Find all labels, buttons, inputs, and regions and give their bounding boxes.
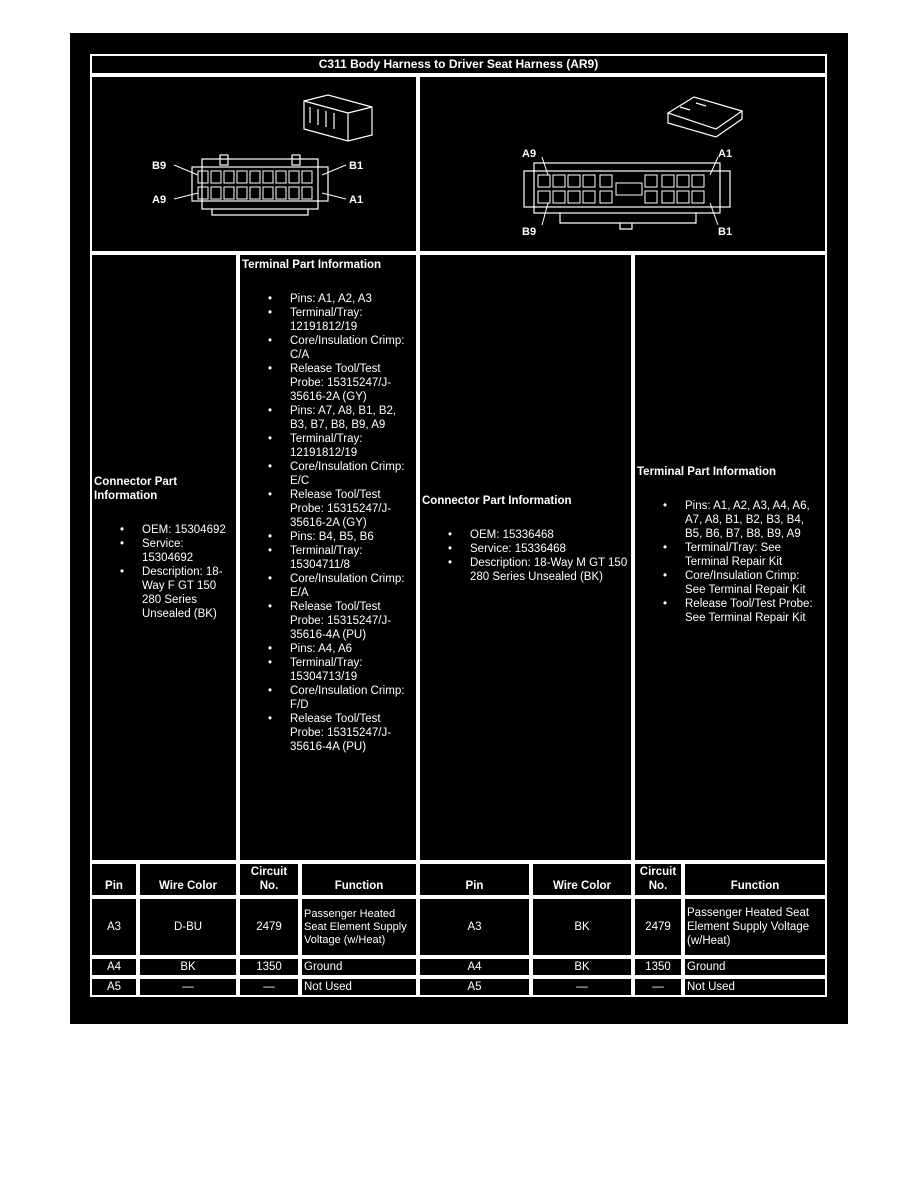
table-cell: Ground — [683, 957, 827, 977]
list-item: • Terminal/Tray: See Terminal Repair Kit — [637, 541, 823, 569]
list-item: • Description: 18-Way M GT 150 280 Series Unsealed (BK) — [422, 556, 629, 584]
col-header-pin: Pin — [90, 862, 138, 897]
pin-label-b1: B1 — [349, 160, 364, 172]
col-header-function: Function — [300, 862, 418, 897]
connector-drawing-right — [420, 77, 825, 251]
table-cell: A3 — [90, 897, 138, 957]
list-item: • Pins: A7, A8, B1, B2, B3, B7, B8, B9, A9 — [242, 404, 414, 432]
col-header-circuit: Circuit No. — [238, 862, 300, 897]
table-cell: 1350 — [238, 957, 300, 977]
list-item: • Release Tool/Test Probe: 15315247/J-35616-2A (GY) — [242, 362, 414, 404]
pin-label-b9: B9 — [522, 226, 537, 238]
left-connector-info — [90, 253, 238, 862]
terminal-group — [242, 530, 414, 642]
connector-figure-left — [90, 75, 418, 253]
table-cell: 1350 — [633, 957, 683, 977]
list-item: • OEM: 15336468 — [422, 528, 629, 542]
terminal-group — [242, 292, 414, 404]
list-item: • Release Tool/Test Probe: See Terminal Repair Kit — [637, 597, 823, 625]
table-cell: BK — [138, 957, 238, 977]
list-item: • Service: 15304692 — [94, 537, 234, 565]
right-terminal-heading: Terminal Part Information — [637, 466, 777, 478]
col-header-function: Function — [683, 862, 827, 897]
list-item: • Terminal/Tray: 15304713/19 — [242, 656, 414, 684]
list-item: • Terminal/Tray: 12191812/19 — [242, 432, 414, 460]
list-item: • Core/Insulation Crimp: E/A — [242, 572, 414, 600]
list-item: • Core/Insulation Crimp: C/A — [242, 334, 414, 362]
connector-drawing-left — [92, 77, 416, 251]
connector-figure-right — [418, 75, 827, 253]
list-item: • Release Tool/Test Probe: 15315247/J-35616-4A (PU) — [242, 712, 414, 754]
table-cell: — — [238, 977, 300, 997]
table-cell: BK — [531, 957, 633, 977]
list-item: • OEM: 15304692 — [94, 523, 234, 537]
list-item: • Pins: A1, A2, A3, A4, A6, A7, A8, B1, B2, B3, B4, B5, B6, B7, B8, B9, A9 — [637, 499, 823, 541]
table-cell: BK — [531, 897, 633, 957]
table-cell: A3 — [418, 897, 531, 957]
table-cell: Passenger Heated Seat Element Supply Voltage (w/Heat) — [300, 897, 418, 957]
list-item: • Pins: A4, A6 — [242, 642, 414, 656]
col-header-pin: Pin — [418, 862, 531, 897]
list-item: • Core/Insulation Crimp: E/C — [242, 460, 414, 488]
table-cell: — — [531, 977, 633, 997]
list-item: • Release Tool/Test Probe: 15315247/J-35616-2A (GY) — [242, 488, 414, 530]
left-connector-heading: Connector Part Information — [94, 476, 178, 502]
table-cell: — — [633, 977, 683, 997]
table-cell: A5 — [418, 977, 531, 997]
list-item: • Pins: A1, A2, A3 — [242, 292, 414, 306]
pin-label-b1: B1 — [718, 226, 733, 238]
list-item: • Release Tool/Test Probe: 15315247/J-35616-4A (PU) — [242, 600, 414, 642]
list-item: • Description: 18-Way F GT 150 280 Series Unsealed (BK) — [94, 565, 234, 621]
table-cell: — — [138, 977, 238, 997]
left-terminal-info — [238, 253, 418, 862]
table-cell: A5 — [90, 977, 138, 997]
right-connector-heading: Connector Part Information — [422, 495, 572, 507]
table-cell: 2479 — [238, 897, 300, 957]
pin-label-a1: A1 — [349, 194, 364, 206]
page-title: C311 Body Harness to Driver Seat Harness (AR9) — [90, 54, 827, 75]
table-cell: Not Used — [683, 977, 827, 997]
table-cell: Not Used — [300, 977, 418, 997]
list-item: • Core/Insulation Crimp: F/D — [242, 684, 414, 712]
right-terminal-info — [633, 253, 827, 862]
table-cell: Ground — [300, 957, 418, 977]
list-item: • Core/Insulation Crimp: See Terminal Repair Kit — [637, 569, 823, 597]
terminal-group — [242, 642, 414, 754]
table-cell: A4 — [418, 957, 531, 977]
right-connector-info — [418, 253, 633, 862]
table-cell: Passenger Heated Seat Element Supply Voltage (w/Heat) — [683, 897, 827, 957]
list-item: • Terminal/Tray: 12191812/19 — [242, 306, 414, 334]
right-terminal-list — [637, 499, 823, 625]
pin-label-a1: A1 — [718, 148, 733, 160]
col-header-wire-color: Wire Color — [138, 862, 238, 897]
list-item: • Pins: B4, B5, B6 — [242, 530, 414, 544]
terminal-group — [242, 404, 414, 530]
list-item: • Terminal/Tray: 15304711/8 — [242, 544, 414, 572]
col-header-wire-color: Wire Color — [531, 862, 633, 897]
left-connector-list — [94, 523, 234, 621]
document-sheet — [70, 33, 848, 1024]
list-item: • Service: 15336468 — [422, 542, 629, 556]
table-cell: 2479 — [633, 897, 683, 957]
table-cell: D-BU — [138, 897, 238, 957]
pin-label-b9: B9 — [152, 160, 167, 172]
col-header-circuit: Circuit No. — [633, 862, 683, 897]
table-cell: A4 — [90, 957, 138, 977]
pin-label-a9: A9 — [522, 148, 537, 160]
left-terminal-heading: Terminal Part Information — [242, 259, 382, 271]
right-connector-list — [422, 528, 629, 584]
pin-label-a9: A9 — [152, 194, 167, 206]
